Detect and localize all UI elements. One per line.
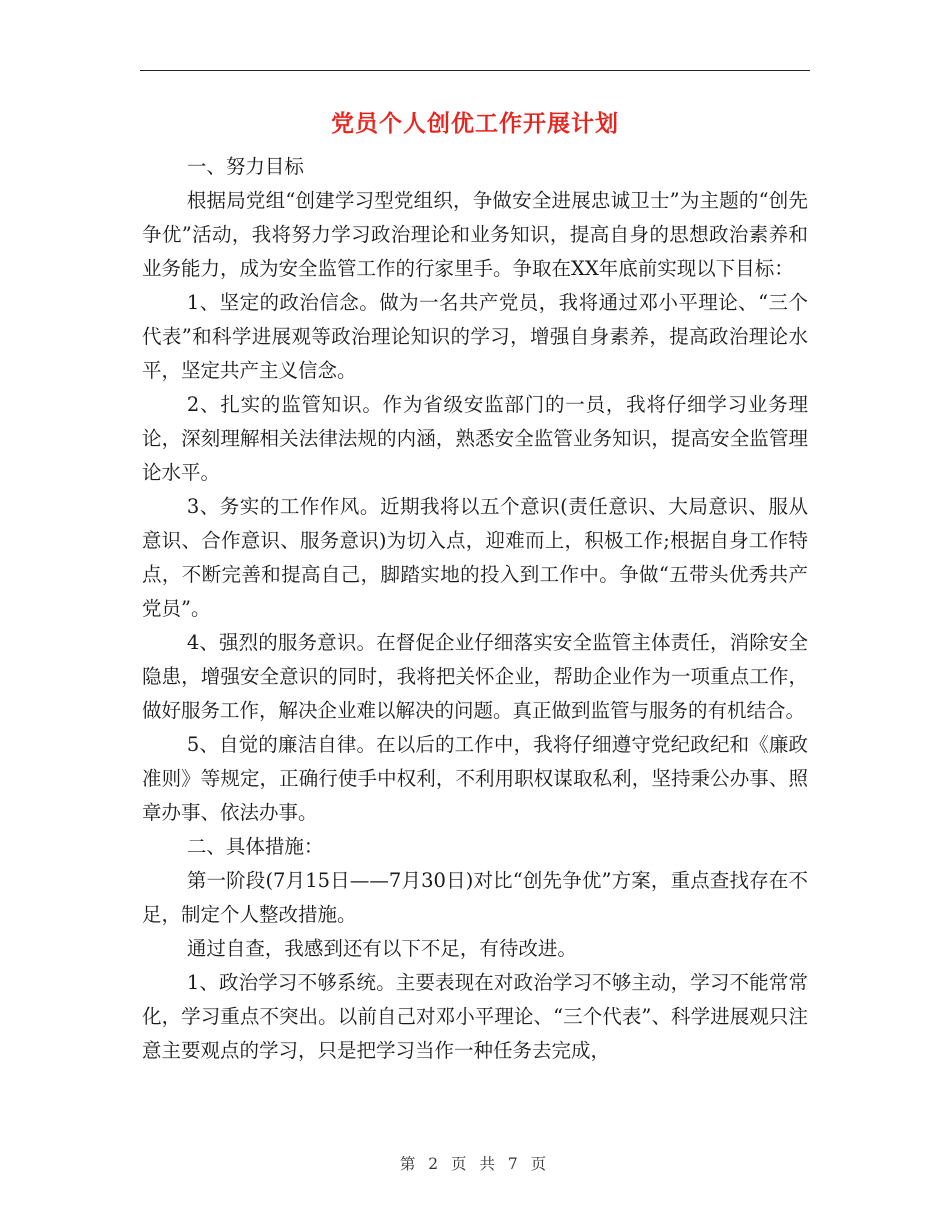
paragraph: 2、扎实的监管知识。作为省级安监部门的一员，我将仔细学习业务理论，深刻理解相关法律法规的内涵，熟悉安全监管业务知识，提高安全监管理论水平。 xyxy=(142,393,808,484)
document-body xyxy=(142,150,808,1068)
paragraph: 1、坚定的政治信念。做为一名共产党员，我将通过邓小平理论、“三个代表”和科学进展观等政治理论知识的学习，增强自身素养，提高政治理论水平，坚定共产主义信念。 xyxy=(142,291,808,382)
paragraph: 5、自觉的廉洁自律。在以后的工作中，我将仔细遵守党纪政纪和《廉政准则》等规定，正确行使手中权利，不利用职权谋取私利，坚持秉公办事、照章办事、依法办事。 xyxy=(142,733,808,824)
paragraph: 3、务实的工作作风。近期我将以五个意识(责任意识、大局意识、服从意识、合作意识、服务意识)为切入点，迎难而上，积极工作;根据自身工作特点，不断完善和提高自己，脚踏实地的投入到工作中。争做“五带头优秀共产党员”。 xyxy=(142,495,808,620)
document-title: 党员个人创优工作开展计划 xyxy=(331,110,619,137)
section-heading: 一、努力目标 xyxy=(186,155,304,178)
page-number: 第 2 页 共 7 页 xyxy=(399,1155,551,1173)
section-heading: 二、具体措施： xyxy=(186,835,324,858)
paragraph: 4、强烈的服务意识。在督促企业仔细落实安全监管主体责任，消除安全隐患，增强安全意识的同时，我将把关怀企业，帮助企业作为一项重点工作，做好服务工作，解决企业难以解决的问题。真正做到监管与服务的有机结合。 xyxy=(142,631,808,722)
paragraph: 1、政治学习不够系统。主要表现在对政治学习不够主动，学习不能常常化，学习重点不突出。以前自己对邓小平理论、“三个代表”、科学进展观只注意主要观点的学习，只是把学习当作一种任务去完成， xyxy=(142,971,808,1062)
paragraph: 通过自查，我感到还有以下不足，有待改进。 xyxy=(186,937,577,960)
paragraph: 第一阶段(7月15日——7月30日)对比“创先争优”方案，重点查找存在不足，制定个人整改措施。 xyxy=(142,869,808,926)
paragraph: 根据局党组“创建学习型党组织，争做安全进展忠诚卫士”为主题的“创先争优”活动，我将努力学习政治理论和业务知识，提高自身的思想政治素养和业务能力，成为安全监管工作的行家里手。争取在XX年底前实现以下目标： xyxy=(142,189,808,280)
header-rule xyxy=(140,70,810,71)
